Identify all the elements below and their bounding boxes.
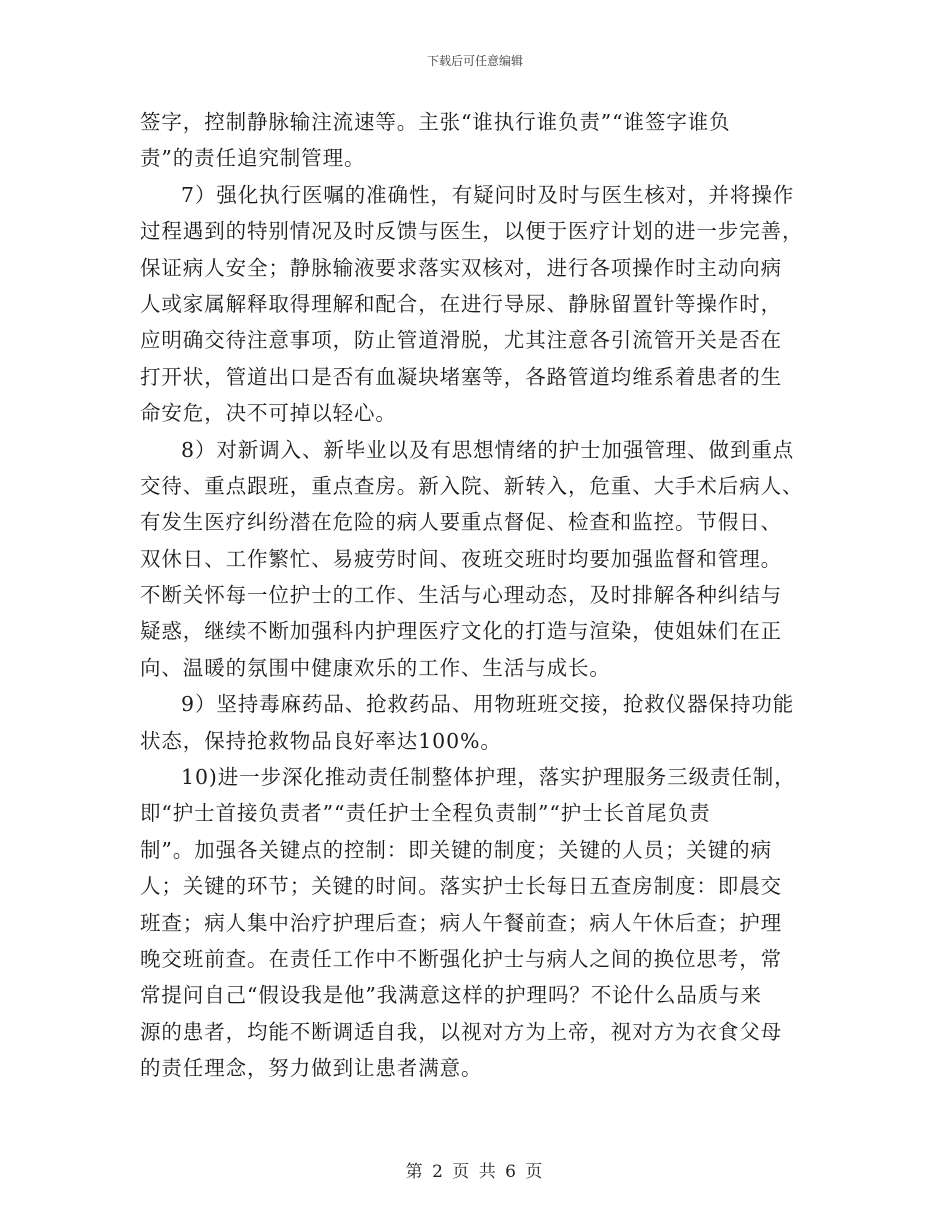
text-line: 责”的责任追究制管理。 [140,146,366,171]
text-line: 晚交班前查。在责任工作中不断强化护士与病人之间的换位思考，常 [140,946,782,971]
text-line: 源的患者，均能不断调适自我，以视对方为上帝，视对方为衣食父母 [140,1019,782,1044]
text-line: 10)进一步深化推动责任制整体护理，落实护理服务三级责任制， [181,765,796,790]
text-line: 过程遇到的特别情况及时反馈与医生，以便于医疗计划的进一步完善， [140,219,804,244]
text-line: 状态，保持抢救物品良好率达100%。 [140,728,502,753]
text-line: 7）强化执行医嘱的准确性，有疑问时及时与医生核对，并将操作 [181,182,795,207]
text-line: 即“护士首接负责者”“责任护士全程负责制”“护士长首尾负责 [140,801,711,826]
page-header: 下载后可任意编辑 [426,54,523,68]
text-line: 交待、重点跟班，重点查房。新入院、新转入，危重、大手术后病人、 [140,473,804,498]
text-line: 向、温暖的氛围中健康欢乐的工作、生活与成长。 [140,655,611,680]
text-line: 班查；病人集中治疗护理后查；病人午餐前查；病人午休后查；护理 [140,910,782,935]
text-line: 有发生医疗纠纷潜在危险的病人要重点督促、检查和监控。节假日、 [140,510,782,535]
document-body [140,104,812,1087]
text-line: 常提问自己“假设我是他”我满意这样的护理吗？不论什么品质与来 [140,983,762,1008]
text-line: 应明确交待注意事项，防止管道滑脱，尤其注意各引流管开关是否在 [140,328,782,353]
page-number: 第 2 页 共 6 页 [405,1162,545,1182]
text-line: 人或家属解释取得理解和配合，在进行导尿、静脉留置针等操作时， [140,291,782,316]
text-line: 9）坚持毒麻药品、抢救药品、用物班班交接，抢救仪器保持功能 [181,692,795,717]
text-line: 的责任理念，努力做到让患者满意。 [140,1056,483,1081]
text-line: 命安危，决不可掉以轻心。 [140,401,397,426]
text-line: 人；关键的环节；关键的时间。落实护士长每日五查房制度：即晨交 [140,874,782,899]
text-line: 不断关怀每一位护士的工作、生活与心理动态，及时排解各种纠结与 [140,583,782,608]
text-line: 疑惑，继续不断加强科内护理医疗文化的打造与渲染，使姐妹们在正 [140,619,782,644]
text-line: 制”。加强各关键点的控制：即关键的制度；关键的人员；关键的病 [140,837,772,862]
text-line: 8）对新调入、新毕业以及有思想情绪的护士加强管理、做到重点 [181,437,795,462]
text-line: 签字，控制静脉输注流速等。主张“谁执行谁负责”“谁签字谁负 [140,110,731,134]
text-line: 打开状，管道出口是否有血凝块堵塞等，各路管道均维系着患者的生 [140,364,782,389]
text-line: 双休日、工作繁忙、易疲劳时间、夜班交班时均要加强监督和管理。 [140,546,782,571]
text-line: 保证病人安全；静脉输液要求落实双核对，进行各项操作时主动向病 [140,255,782,280]
